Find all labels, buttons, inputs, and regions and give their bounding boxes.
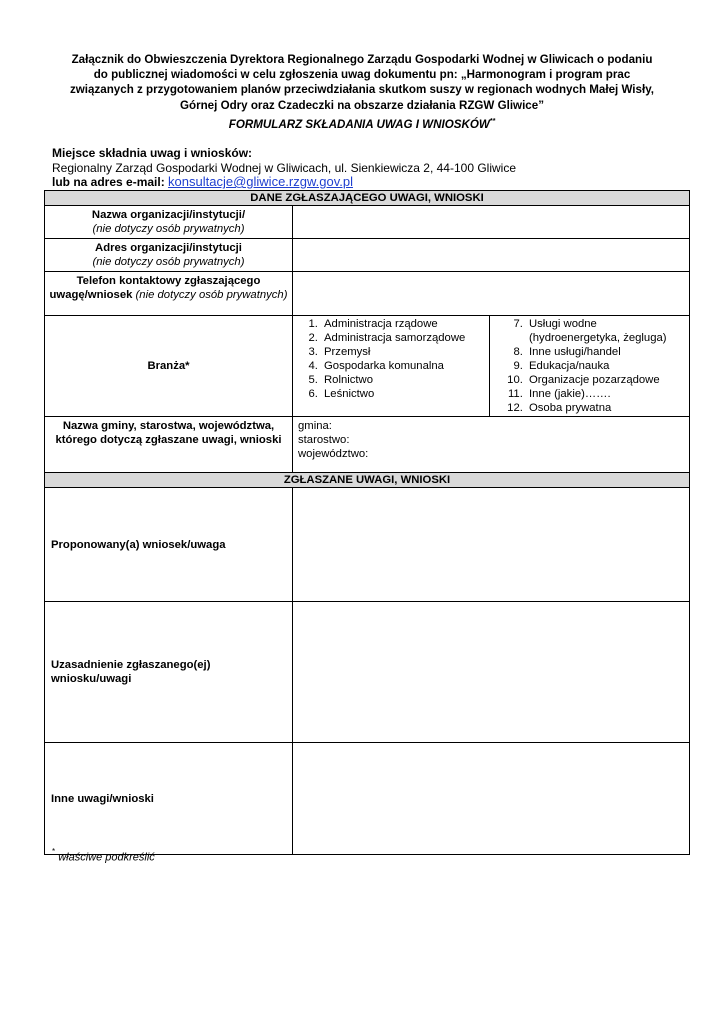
org-address-field[interactable]	[293, 239, 690, 272]
branch-option[interactable]: 12. Osoba prywatna	[526, 401, 689, 415]
branch-option[interactable]: 1. Administracja rządowe	[321, 317, 489, 331]
branch-option[interactable]: 3. Przemysł	[321, 345, 489, 359]
branch-option[interactable]: 2. Administracja samorządowe	[321, 331, 489, 345]
section-header-comments: ZGŁASZANE UWAGI, WNIOSKI	[45, 473, 690, 488]
submission-form-table	[44, 190, 690, 855]
commune-label: Nazwa gminy, starostwa, województwa, którego dotyczą zgłaszane uwagi, wnioski	[45, 417, 293, 473]
phone-label	[45, 272, 293, 316]
justification-field[interactable]	[293, 602, 690, 743]
org-name-note: (nie dotyczy osób prywatnych)	[92, 223, 245, 235]
branch-option[interactable]: 10. Organizacje pozarządowe	[526, 373, 689, 387]
branch-list-right	[490, 316, 690, 417]
commune-field-starostwo: starostwo:	[298, 434, 350, 446]
branch-option[interactable]: 9. Edukacja/nauka	[526, 359, 689, 373]
justification-label: Uzasadnienie zgłaszanego(ej) wniosku/uwagi	[45, 602, 293, 743]
branch-list-left	[293, 316, 490, 417]
other-comments-label: Inne uwagi/wnioski	[45, 743, 293, 855]
heading-line: związanych z przygotowaniem planów przeciwdziałania skutkom suszy w regionach wodnych Małej Wisły,	[69, 83, 654, 97]
proposal-field[interactable]	[293, 488, 690, 602]
footnote-text: właściwe podkreślić	[58, 851, 155, 864]
commune-field-gmina: gmina:	[298, 420, 332, 432]
branch-option[interactable]: 6. Leśnictwo	[321, 387, 489, 401]
org-address-label	[45, 239, 293, 272]
org-name-label-text: Nazwa organizacji/instytucji/	[91, 209, 246, 221]
commune-field-wojewodztwo: województwo:	[298, 448, 369, 460]
phone-note: (nie dotyczy osób prywatnych)	[135, 289, 288, 301]
email-label: lub na adres e-mail:	[52, 175, 165, 189]
form-title-text: FORMULARZ SKŁADANIA UWAG I WNIOSKÓW	[228, 118, 490, 131]
heading-line: Załącznik do Obwieszczenia Dyrektora Regionalnego Zarządu Gospodarki Wodnej w Gliwicach o podaniu	[71, 53, 653, 66]
form-title	[44, 118, 680, 131]
branch-option[interactable]: 11. Inne (jakie)…….	[526, 387, 689, 401]
org-name-field[interactable]	[293, 206, 690, 239]
commune-fields[interactable]	[293, 417, 690, 473]
footnote	[52, 849, 155, 864]
other-comments-field[interactable]	[293, 743, 690, 855]
email-link[interactable]: konsultacje@gliwice.rzgw.gov.pl	[168, 174, 353, 189]
place-address: Regionalny Zarząd Gospodarki Wodnej w Gliwicach, ul. Sienkiewicza 2, 44-100 Gliwice	[52, 160, 516, 175]
branch-option[interactable]: 8. Inne usługi/handel	[526, 345, 689, 359]
phone-label-text: Telefon kontaktowy zgłaszającego uwagę/wniosek	[49, 275, 261, 301]
section-header-submitter: DANE ZGŁASZAJĄCEGO UWAGI, WNIOSKI	[45, 191, 690, 206]
document-heading	[44, 52, 680, 113]
org-name-label	[45, 206, 293, 239]
place-label: Miejsce składnia uwag i wniosków:	[52, 146, 253, 160]
org-address-label-text: Adres organizacji/instytucji	[95, 242, 242, 254]
proposal-label: Proponowany(a) wniosek/uwaga	[45, 488, 293, 602]
footnote-mark: *	[52, 847, 56, 856]
branch-option[interactable]: 5. Rolnictwo	[321, 373, 489, 387]
branch-mark: *	[185, 360, 190, 372]
branch-option[interactable]: 4. Gospodarka komunalna	[321, 359, 489, 373]
submission-place	[52, 146, 682, 190]
org-address-note: (nie dotyczy osób prywatnych)	[92, 256, 245, 268]
branch-label	[45, 316, 293, 417]
heading-line: do publicznej wiadomości w celu zgłoszenia uwag dokumentu pn: „Harmonogram i program prac	[93, 68, 631, 82]
heading-line: Górnej Odry oraz Czadeczki na obszarze działania RZGW Gliwice”	[179, 98, 544, 112]
phone-field[interactable]	[293, 272, 690, 316]
form-title-mark: **	[489, 118, 496, 126]
branch-option[interactable]: 7. Usługi wodne (hydroenergetyka, żegluga)	[526, 317, 689, 345]
branch-label-text: Branża	[147, 360, 186, 372]
